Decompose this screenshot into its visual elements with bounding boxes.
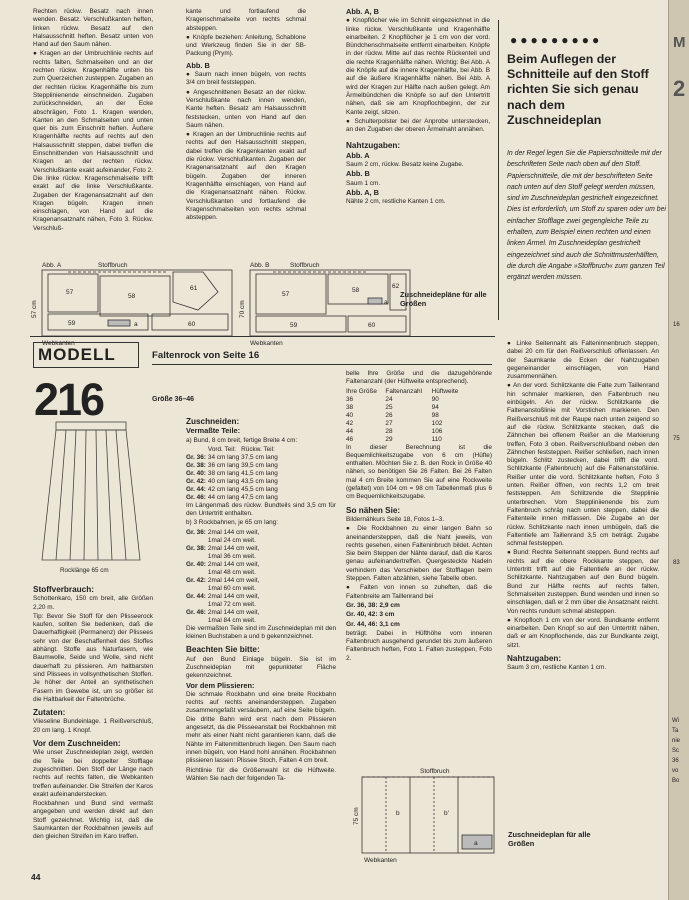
naehen-size-3: Gr. 44, 46: 3,1 cm: [346, 620, 400, 628]
col3b-intro: belle Ihre Größe und die dazugehörende Faltenanzahl (der Hüftweite entsprechend).: [346, 370, 492, 386]
col4b-naht-title: Nahtzugaben:: [507, 653, 562, 663]
vor-zuschneiden-text2: Rockbahnen und Bund sind vermaßt angegeben und werden direkt auf den Stoff gezeichnet. Wichtig ist, daß die Saumkanten der Rockbahnen jeweils auf den gleichen Streifen im Karo treffen.: [33, 800, 153, 841]
table-row: 1mal 60 cm weit.: [207, 584, 256, 592]
table-row: 38 25 94: [346, 403, 439, 411]
plan-b-stoffbruch: Stoffbruch: [290, 262, 320, 269]
plan-b-piece-60: 60: [368, 322, 376, 329]
bund-head-vord: Vord. Teil:: [207, 445, 236, 453]
table-row: 46 29 110: [346, 435, 442, 443]
top-nahtzugaben-title: Nahtzugaben:: [346, 141, 401, 151]
title-rule: [152, 364, 492, 365]
plan-b-piece-a: a: [384, 299, 388, 306]
zuschneiden-b: b) 3 Rockbahnen, je 65 cm lang:: [186, 519, 279, 527]
table-row: 42 27 102: [346, 419, 443, 427]
table-row: 1mal 48 cm weit.: [207, 568, 256, 576]
table-row: Gr. 40: 2mal 144 cm weit,: [186, 560, 260, 568]
zuschneiden-a: a) Bund, 8 cm breit, fertige Breite 4 cm:: [186, 436, 298, 444]
table-row: 40 26 98: [346, 411, 439, 419]
naht-a-label: Abb. A: [346, 150, 370, 160]
plan-a-piece-59: 59: [68, 320, 76, 327]
naht-b-label: Abb. B: [346, 169, 370, 179]
bottom-col4: [507, 340, 659, 674]
modell-label: MODELL: [33, 342, 139, 368]
plan216-a: a: [474, 840, 478, 847]
bottom-col2: [186, 418, 336, 784]
plan-b-piece-58: 58: [352, 287, 360, 294]
right-num-16: 16: [673, 322, 680, 328]
beachten-text3: Richtlinie für die Größenwahl ist die Hüftweite. Wählen Sie nach der folgenden Ta-: [186, 766, 336, 782]
naht-a-text: Saum 2 cm, rückw. Besatz keine Zugabe.: [346, 161, 464, 169]
zutaten-title: Zutaten:: [33, 708, 66, 718]
falten-table-head: Ihre Größe Faltenanzahl Hüftweite: [346, 387, 459, 395]
stoffverbrauch-text: Schottenkaro, 150 cm breit, alle Größen 2,20 m.: [33, 595, 153, 611]
beachten-text2: Die schmale Rockbahn und eine breite Rockbahn rechts auf rechts aneinandersteppen. Zugaben zusammengefaßt versäubern, auf eine Seite bügeln. Die dritte Bahn wird erst nach dem Plissieren angesetzt, da die Plisseeanstalt bei Rockbahnen mit mehr als einer Naht nicht garantieren kann, daß die Nähte im Faltenmittenbruch liegen. Den Saum nach innen bügeln, von Hand hohl annähen. Rockbahnen plissieren lassen: Plissee Stoch, Falten 4 cm breit.: [186, 690, 336, 765]
naht-ab-label: Abb. A, B: [346, 187, 379, 197]
bahnen-table: [186, 529, 261, 625]
col4b-p0: ● Linke Seitennaht als Falteninnenbruch steppen, dabei 20 cm für den Reißverschluß offenlassen. An der Saumkante die Ecken der Nahtzugaben gegeneinander einschlagen, von Hand zusammennähen.: [507, 340, 659, 381]
modell-number: 216: [34, 374, 104, 425]
naehen-3: beträgt. Dabei in Hüfthöhe vom inneren Faltenbruch ausgehend gerundet bis zum äußeren Faltenbruch heften, Foto 1. Falten zusteppen, Foto 2.: [346, 629, 492, 662]
naht-b-text: Saum 1 cm.: [346, 179, 381, 187]
table-row: Gr. 40: 38 cm lang 41,5 cm lang: [186, 469, 278, 477]
naehen-1: ● Die Rockbahnen zu einer langen Bahn so aneinandersteppen, daß die Naht jeweils, von rechts gesehen, einen Falteninbruch bildet. Achten Sie beim Steppen der Nähte darauf, daß die Karos genau aufeinandertreffen. Quergesteckte Nadeln verhindern das Verschieben der Stofflagen beim Steppen. Falten abzählen, siehe Tabelle oben.: [346, 525, 492, 583]
plan-a-piece-57: 57: [66, 289, 74, 296]
layout-intro: In der Regel legen Sie die Papierschnitteile mit der beschrifteten Seite nach oben auf den Stoff. Papierschnitteile, die mit der beschrifteten Seite nach unten auf den Stoff gelegt werden müssen, sind im Zuschneideplan gestrichelt eingezeichnet. Dies ist erforderlich, um Stoff zu sparen oder um bei einfacher Stofflage zwei gegengleiche Teile zu erhalten, zum Beispiel einen rechten und einen linken Ärmel. Im Zuschneideplan gestrichelt eingezeichnet sind auch die Schnittmusterhälften, die durch die Angabe »Stoffbruch« zum ganzen Teil ergänzt werden müssen.: [507, 150, 666, 282]
plan-a-webkanten: Webkanten: [42, 340, 75, 347]
naehen-2: ● Falten von innen so zuheften, daß die Faltenbreite am Taillenrand bei: [346, 584, 492, 600]
cutting-plan-216: [350, 765, 500, 865]
skirt-illustration: [36, 420, 146, 570]
plan-a-piece-61: 61: [190, 285, 198, 292]
bund-table-head: [186, 446, 280, 454]
plan216-caption: Zuschneideplan für alle Größen: [508, 830, 591, 848]
plan-a-piece-60: 60: [188, 321, 196, 328]
naehen-ref: Bildernähkurs Seite 18, Fotos 1–3.: [346, 515, 445, 523]
modell-sizes: Größe 36–46: [152, 396, 195, 403]
plan216-stoffbruch: Stoffbruch: [420, 768, 450, 775]
plan216-width: 75 cm: [353, 807, 360, 825]
right-num-83: 83: [673, 560, 680, 566]
col4b-p1: ● An der vord. Schlitzkante die Falte zum Taillenrand hin schmaler markieren, den Faltenbruch neu einbügeln. An der rückw. Schlitzkante die Faltenanstoßlinie mit Vorstichen markieren. Den Reißverschluß mit der Raupe nach unten zeigend so auf die rückw. Schlitzkante stecken, daß die Zähnchen bei offenem Reißer an die Markierung treffen, Foto 3 oben. Reißverschlußband neben den Zähnchen feststeppen. Reißer schließen, nach innen bügeln. Schlitz zustecken, dabei trifft die vord. Schlitzkante (Faltenbruch) auf die Faltenanstoßlinie. Reißer unter die vord. Schlitzkante heften, Foto 3 unten. Reißer öffnen, von rechts 1,2 cm breit feststeppen. Am Schlitzende die Stepplinie unterbrechen. Vom Steppliniienende bis zum Faltenbruch schräg nach unten steppen, dabei die Faltenteile innen mitfassen. Die Zugabe an der rückw. Schlitzkante nach innen umbügeln, daß die Faltentiefe am Taillenrand 3,5 cm beträgt. Zugabe schmal feststeppen.: [507, 382, 659, 548]
table-row: Gr. 46: 2mal 144 cm weit,: [186, 608, 260, 616]
top-col2-p1: ● Knöpfe beziehen: Anleitung, Schablone und Werkzeug finden Sie in der SB-Packung (Prym).: [186, 33, 306, 58]
right-letter-m: M: [673, 34, 686, 51]
zuschneiden-a-note: Im Längenmaß des rückw. Bundteils sind 3,5 cm für den Untertritt enthalten.: [186, 501, 336, 518]
table-row: Gr. 44: 42 cm lang 45,5 cm lang: [186, 485, 278, 493]
top-col2: [186, 8, 306, 223]
table-row: Gr. 38: 36 cm lang 39,5 cm lang: [186, 461, 278, 469]
top-col1-p1: ● Kragen an der Umbruchlinie rechts auf rechts falten, Schmalseiten und an der rechten rückw. Kragenhälfte unten bis zum Querzeichen zusteppen. Zugaben an der rechten rückw. Kragenhälfte bis zum Stepplinienende einschneiden. Zugaben zurückschneiden, an der Ecke abschrägen, Foto 1. Kragen wenden, Kanten an den Schmalseiten und unten quer bis zum Einschnitt heften. Äußere Kragenhälfte rechts auf rechts auf den Halsausschnitt steppen, dabei treffen die Einschnittenden von Halsausschnitt und Kragen an der rechten rückw. Verschlußkante exakt aufeinander, Foto 2. Die linke rückw. Kragenschmalseite trifft exakt auf die linke Verschlußkante. Zugaben der Kragenansatznaht auf den Kragen bügeln. Kragen innen einschlagen, von Hand auf die Kragenansatznaht nähen, Foto 3. Rückw. Verschluß-: [33, 50, 153, 232]
section-divider: [30, 336, 495, 337]
beachten-sub: Vor dem Plissieren:: [186, 680, 255, 690]
plan-b-width: 70 cm: [239, 300, 246, 318]
bottom-col1: [33, 586, 153, 843]
plan-a-label: Abb. A: [42, 262, 62, 269]
modell-title: Faltenrock von Seite 16: [152, 350, 260, 361]
table-row: 1mal 24 cm weit.: [207, 536, 256, 544]
beachten-text: Auf den Bund Einlage bügeln. Sie ist im Zuschneideplan mit gepunkteter Fläche gekennzeichnet.: [186, 655, 336, 680]
top-col2-p5: ● Kragen an der Umbruchlinie rechts auf rechts auf den Halsausschnitt steppen, dabei treffen die Kragenkanten exakt auf die rückw. Verschlußkanten. Zugaben der Kragenansatznaht auf den Kragen bügeln. Zugaben der inneren Kragenhälfte einschlagen, von Hand auf die Kragenansatznaht nähen. Rückw. Verschlußkanten und fortlaufend die Kragenschmalseiten von rechts schmal absteppen.: [186, 131, 306, 222]
page-right-sliver: [668, 0, 689, 900]
stoffverbrauch-title: Stoffverbrauch:: [33, 585, 94, 594]
plan-a-width: 57 cm: [31, 300, 38, 318]
plan-a-piece-58: 58: [128, 293, 136, 300]
plan-b-piece-59: 59: [290, 322, 298, 329]
col4b-p3: ● Knopfloch 1 cm von der vord. Bundkante entfernt einarbeiten. Den Knopf so auf den Untertritt nähen, daß er am Knopflochende, das zur Bundkante zeigt, sitzt.: [507, 616, 659, 649]
bottom-col3: [346, 370, 492, 664]
col4b-naht-text: Saum 3 cm, restliche Kanten 1 cm.: [507, 664, 607, 672]
plan-b-piece-57: 57: [282, 291, 290, 298]
table-row: 1mal 84 cm weit.: [207, 616, 256, 624]
naehen-size-2: Gr. 40, 42: 3 cm: [346, 611, 395, 619]
top-col3-p0: Abb. A, B: [346, 7, 379, 16]
table-row: Gr. 42: 40 cm lang 43,5 cm lang: [186, 477, 278, 485]
heading-dots: ●●●●●●●●●: [510, 33, 603, 47]
bund-table: [186, 446, 280, 502]
top-col3: [346, 8, 490, 208]
top-col2-p2: Abb. B: [186, 60, 210, 70]
naehen-title: So nähen Sie:: [346, 505, 401, 515]
table-row: Gr. 36: 34 cm lang 37,5 cm lang: [186, 453, 278, 461]
naht-ab-text: Nähte 2 cm, restliche Kanten 1 cm.: [346, 198, 446, 206]
right-words: Wi Ta nie Sc 36 vo Bo: [672, 718, 681, 784]
stoffverbrauch-tip: Tip: Bevor Sie Stoff für den Plisseerock kaufen, sollten Sie bedenken, daß die Dauerhaftigkeit (Permanenz) der Plissees sehr von der Beschaffenheit des Stoffes abhängt. Stoffe aus Naturfasern, wie Baumwolle, Seide und Wolle, sind nicht dauerhaft zu plissieren. Am haltbarsten sind Plissees in vollsynthetischen Stoffen. Je höher der Anteil an synthetischen Fasern im Gewebe ist, um so größer ist die Haltbarkeit der Faltenbrüche.: [33, 612, 153, 703]
plan-b-label: Abb. B: [250, 262, 270, 269]
plan-a-piece-a: a: [134, 321, 138, 328]
top-col2-p0: kante und fortlaufend die Kragenschmalseite von rechts schmal absteppen.: [186, 8, 306, 32]
zuschneiden-title: Zuschneiden:: [186, 417, 240, 426]
table-row: Gr. 46: 44 cm lang 47,5 cm lang: [186, 493, 278, 501]
plans-caption: Zuschneidepläne für alle Größen: [400, 290, 487, 308]
zuschneiden-sub: Vermaßte Teile:: [186, 426, 241, 436]
naehen-size-1: Gr. 36, 38: 2,9 cm: [346, 601, 400, 609]
layout-heading: Beim Auflegen der Schnitteile auf den Stoff richten Sie sich genau nach dem Zuschneideplan: [507, 52, 649, 127]
table-row: Gr. 42: 2mal 144 cm weit,: [186, 576, 260, 584]
plan216-b2: b': [444, 810, 449, 817]
zuschneiden-note: Die vermaßten Teile sind im Zuschneideplan mit den kleinen Buchstaben a und b gekennzeichnet.: [186, 624, 336, 641]
skirt-length: Rocklänge 65 cm: [60, 567, 109, 574]
top-col3-p2: ● Schulterpolster bei der Anprobe unterstecken, an den Zugaben der oberen Ärmelnaht annähen.: [346, 117, 490, 134]
plan216-webkanten: Webkanten: [364, 857, 397, 864]
col4b-p2: ● Bund: Rechte Seitennaht steppen. Bund rechts auf rechts auf die obere Rockkante steppen, der Untertritt trifft auf die Faltentiefe an der rückw. Schlitzkante. Nahtzugaben auf den Bund bügeln. Bund zur Hälfte rechts auf rechts falten, Schmalseiten zusteppen. Bund wenden und innen so einschlagen, daß er 2 mm über die Ansatznaht reicht. Von rechts rundum schmal absteppen.: [507, 549, 659, 615]
table-row: 1mal 36 cm weit.: [207, 552, 256, 560]
page-number: 44: [31, 872, 41, 882]
beachten-title: Beachten Sie bitte:: [186, 645, 260, 655]
col3b-text: In dieser Berechnung ist die Bequemlichkeitszugabe von 6 cm (Hüfte) enthalten. Möchten Sie z. B. den Rock in Größe 40 nähen, so benötigen Sie 26 Falten. Bei 26 Falten mal 4 cm Breite kommen Sie auf eine Rockweite (gefaltet) von 104 cm = 98 cm Tabellenmaß plus 6 cm Bequemlichkeitszugabe.: [346, 443, 492, 501]
plan216-b: b: [396, 810, 400, 817]
plan-a-stoffbruch: Stoffbruch: [98, 262, 128, 269]
table-row: Gr. 44: 2mal 144 cm weit,: [186, 592, 260, 600]
table-row: Gr. 38: 2mal 144 cm weit,: [186, 544, 260, 552]
column-divider: [498, 20, 499, 320]
zutaten-text: Vlieseline Bundeinlage. 1 Reißverschluß, 20 cm lang. 1 Knopf.: [33, 718, 153, 734]
table-row: 36 24 90: [346, 395, 439, 403]
right-letter-2: 2: [673, 76, 686, 101]
bund-head-rueckw: Rückw. Teil:: [241, 445, 275, 453]
top-col1: [33, 8, 153, 234]
top-col2-p4: ● Angeschnittenen Besatz an der rückw. Verschlußkante nach innen wenden, Kante heften. Besatz am Halsausschnitt feststecken, unten von Hand auf den Saum nähen.: [186, 88, 306, 129]
plan-b-webkanten: Webkanten: [250, 340, 283, 347]
table-row: 44 28 106: [346, 427, 443, 435]
plan-b-piece-62: 62: [392, 283, 400, 290]
vor-zuschneiden-text: Wie unser Zuschneideplan zeigt, werden die Teile bei doppelter Stofflage zugeschnitten. Den Stoff der Länge nach rechts auf rechts falten, die Webkanten treffen aufeinander. Die Streifen der Karos exakt aufeinanderstecken.: [33, 749, 153, 798]
top-col3-p1: ● Knopflöcher wie im Schnitt eingezeichnet in die linke rückw. Verschlußkante und Kragenhälfte einarbeiten. 2 Knopflöcher je 1 cm von der vord. Bündchenschmalseite entfernt einarbeiten. Knöpfe in der rückw. Mitte auf das rechte Rückenteil und die rechte Kragenhälfte nähen. Wichtig: Bei Abb. A die Knöpfe auf die innere Kragenhälfte, bei Abb. B auf die äußere Kragenhälfte nähen. Bei Abb. A wird der Kragen zur Hälfte nach außen gelegt. Am Ärmelbündchen die Knöpfe so auf den Untertritt nähen, daß sie am Knopflochbeginn, der zur Kante zeigt, sitzen.: [346, 17, 490, 116]
falten-table: [346, 388, 466, 444]
top-col1-p0: Rechten rückw. Besatz nach innen wenden. Besatz. Verschlußkanten heften, linken rückw. Besatz auf den Halsausschnitt heften. Besatz unten von Hand auf den Saum nähen.: [33, 8, 153, 49]
table-row: Gr. 36: 2mal 144 cm weit,: [186, 528, 260, 536]
table-row: 1mal 72 cm weit.: [207, 600, 256, 608]
vor-zuschneiden-title: Vor dem Zuschneiden:: [33, 739, 121, 749]
right-num-75: 75: [673, 436, 680, 442]
top-col2-p3: ● Saum nach innen bügeln, von rechts 3/4 cm breit feststeppen.: [186, 71, 306, 87]
